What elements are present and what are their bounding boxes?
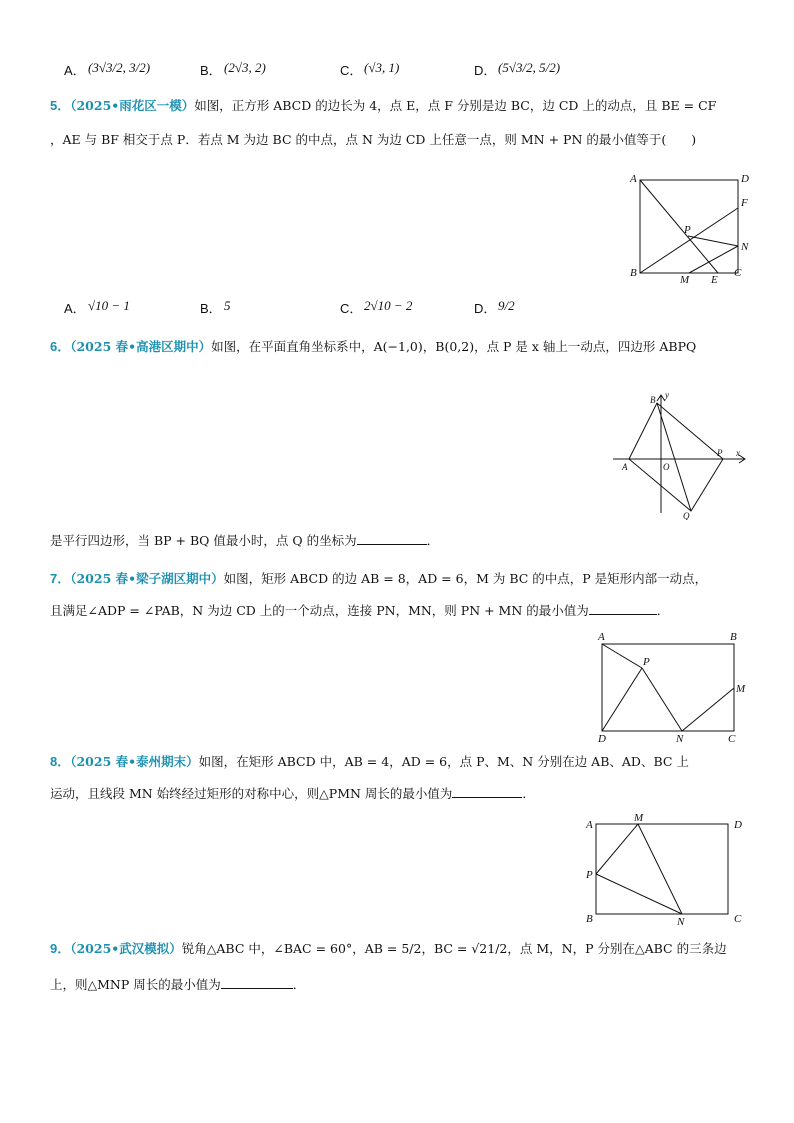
q5-option-c-value: 2√10 − 2 <box>364 298 413 313</box>
q8-text-line2-end: ． <box>522 786 535 801</box>
q5-label-b: B <box>630 267 637 279</box>
q4-option-b-label: B． <box>200 63 222 78</box>
q8-label-b: B <box>586 913 593 925</box>
q7-label-n: N <box>676 733 684 745</box>
q9-text-line2: 上，则△MNP 周长的最小值为 <box>50 977 221 992</box>
q4-option-a-label: A． <box>64 63 86 78</box>
q7-number: 7． <box>50 571 71 586</box>
q6-figure <box>605 385 755 520</box>
q6-text-line1: 如图，在平面直角坐标系中，A(−1,0)，B(0,2)，点 P 是 x 轴上一动点，四边形 ABPQ <box>211 339 697 354</box>
q8-label-p: P <box>586 869 593 881</box>
q5-segment-bf <box>640 208 738 273</box>
q8-rectangle <box>596 824 728 914</box>
q6-diagonal-bq <box>657 403 691 511</box>
q5-option-b-value: 5 <box>224 298 231 313</box>
q8-text-line1: 如图，在矩形 ABCD 中，AB = 4，AD = 6，点 P、M、N 分别在边 AB、AD、BC 上 <box>198 754 689 769</box>
q8-figure <box>582 810 754 928</box>
q6-label-o: O <box>663 462 670 472</box>
q8-segment-mp <box>596 824 638 874</box>
q7-answer-blank[interactable] <box>589 602 657 615</box>
q5-label-c: C <box>734 267 742 279</box>
q6-number: 6． <box>50 339 71 354</box>
q5-option-a-label: A． <box>64 301 86 316</box>
q6-label-a: A <box>622 462 628 472</box>
q5-number: 5． <box>50 98 71 113</box>
q5-text-line1: 如图，正方形 ABCD 的边长为 4，点 E，点 F 分别是边 BC，边 CD 上的动点，且 BE = CF <box>194 98 717 113</box>
q4-option-c-label: C． <box>340 63 363 78</box>
q6-source: （2025 春•高港区期中） <box>70 339 212 354</box>
q7-text-line1: 如图，矩形 ABCD 的边 AB = 8，AD = 6，M 为 BC 的中点，P 是矩形内部一动点， <box>223 571 708 586</box>
q6-parallelogram <box>629 403 723 511</box>
q8-text-line2: 运动，且线段 MN 始终经过矩形的对称中心，则△PMN 周长的最小值为 <box>50 786 453 801</box>
q6-label-p: P <box>717 448 723 458</box>
q5-label-m: M <box>680 274 690 286</box>
q5-text-line2: ，AE 与 BF 相交于点 P．若点 M 为边 BC 的中点，点 N 为边 CD 上任意一点，则 MN + PN 的最小值等于( ) <box>50 132 697 147</box>
q8-label-n: N <box>677 916 685 928</box>
q7-segment-dp <box>602 668 642 731</box>
q5-option-d-value: 9/2 <box>498 298 515 313</box>
q4-option-d-value: (5√3/2, 5/2) <box>498 60 561 75</box>
q7-segment-pn <box>642 668 682 731</box>
q8-label-c: C <box>734 913 742 925</box>
q8-segment-pn <box>596 874 682 914</box>
q5-option-b-label: B． <box>200 301 222 316</box>
q6-text-line2: 是平行四边形，当 BP + BQ 值最小时，点 Q 的坐标为 <box>50 533 357 548</box>
q6-text-line2-end: ． <box>426 533 440 548</box>
q5-segment-mn <box>689 246 738 273</box>
q5-label-f: F <box>741 197 748 209</box>
q6-answer-blank[interactable] <box>357 532 427 545</box>
q7-label-d: D <box>598 733 606 745</box>
q9-source: （2025•武汉模拟） <box>70 941 182 956</box>
q7-segment-nm <box>682 688 734 731</box>
q7-label-m: M <box>736 683 746 695</box>
q5-source: （2025•雨花区一模） <box>70 98 195 113</box>
q7-label-c: C <box>728 733 736 745</box>
q8-label-a: A <box>586 819 593 831</box>
q6-label-y: y <box>665 390 669 400</box>
q5-option-d-label: D． <box>474 301 497 316</box>
q8-number: 8． <box>50 754 71 769</box>
q5-label-a: A <box>630 173 637 185</box>
q5-label-n: N <box>741 241 749 253</box>
q6-label-x: x <box>736 448 740 458</box>
q5-option-a-value: √10 − 1 <box>88 298 130 313</box>
q5-segment-ae <box>640 180 718 273</box>
q5-segment-pn <box>688 236 738 246</box>
q8-source: （2025 春•泰州期末） <box>70 754 199 769</box>
q7-text-line2: 且满足∠ADP = ∠PAB，N 为边 CD 上的一个动点，连接 PN，MN，则 PN + MN 的最小值为 <box>50 603 589 618</box>
q4-option-d-label: D． <box>474 63 497 78</box>
q5-label-e: E <box>711 274 718 286</box>
q7-source: （2025 春•梁子湖区期中） <box>70 571 224 586</box>
q7-label-b: B <box>730 631 737 643</box>
q9-answer-blank[interactable] <box>221 976 293 989</box>
q5-option-c-label: C． <box>340 301 363 316</box>
q8-label-d: D <box>734 819 742 831</box>
q7-label-p: P <box>643 656 650 668</box>
q8-segment-mn <box>638 824 682 914</box>
q5-figure <box>620 168 760 288</box>
q7-label-a: A <box>598 631 605 643</box>
q8-answer-blank[interactable] <box>452 785 522 798</box>
q7-segment-ap <box>602 644 642 668</box>
q5-label-p: P <box>684 224 691 236</box>
q7-text-line2-end: ． <box>656 603 670 618</box>
q4-option-a-value: (3√3/2, 3/2) <box>88 60 151 75</box>
q9-text-line2-end: ． <box>292 977 306 992</box>
q5-label-d: D <box>741 173 749 185</box>
q9-number: 9． <box>50 941 71 956</box>
q8-label-m: M <box>634 812 644 824</box>
q7-figure <box>590 628 755 746</box>
q4-option-b-value: (2√3, 2) <box>224 60 266 75</box>
q7-rectangle <box>602 644 734 731</box>
q6-label-b: B <box>650 395 656 405</box>
q4-option-c-value: (√3, 1) <box>364 60 400 75</box>
q6-label-q: Q <box>683 511 690 520</box>
q9-text-line1: 锐角△ABC 中，∠BAC = 60°，AB = 5/2，BC = √21/2，点 M，N，P 分别在△ABC 的三条边 <box>181 941 727 956</box>
